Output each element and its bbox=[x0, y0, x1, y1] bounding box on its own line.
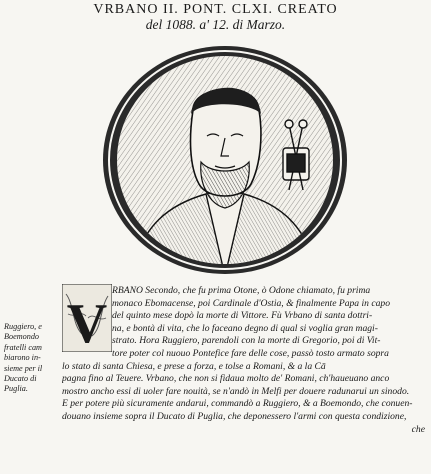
marginal-note bbox=[4, 322, 62, 395]
page-title: VRBANO II. PONT. CLXI. CREATO bbox=[93, 2, 338, 17]
marginal-note-line: Boemondo bbox=[4, 332, 40, 342]
marginal-note-line: fratelli cam bbox=[4, 342, 42, 352]
text-line: strato. Hora Ruggiero, parendoli con la morte di Gregorio, poi di Vit- bbox=[112, 335, 381, 347]
text-line: lo stato di santa Chiesa, e prese a forza, e tolse a Romani, & a la Cā bbox=[62, 360, 326, 372]
marginal-note-line: Ducato di bbox=[4, 374, 37, 384]
drop-cap bbox=[62, 284, 112, 352]
text-line: monaco Ebomacense, poi Cardinale d'Ostia, & finalmente Papa in capo bbox=[112, 297, 391, 309]
page-subtitle: del 1088. a' 12. di Marzo. bbox=[145, 17, 286, 32]
marginal-note-line: biarono in- bbox=[4, 353, 41, 363]
marginal-note-line: Puglia. bbox=[4, 384, 28, 394]
text-line: mostro ancho essi di uoler fare nouità, se n'andò in Melfi per douere radunarui un sinodo. bbox=[62, 385, 410, 397]
text-line: douano insieme sopra il Ducato di Puglia, che deponessero l'armi con questa condizione, bbox=[62, 410, 407, 422]
marginal-note-line: Ruggiero, e bbox=[4, 322, 42, 331]
text-line: E per potere più sicuramente andarui, commandò a Ruggiero, & a Boemondo, che conuen- bbox=[62, 398, 413, 410]
text-line: tore poter col nuouo Pontefice fare delle cose, passò tosto armato sopra bbox=[112, 347, 389, 359]
text-line: del quinto mese dopò la morte di Vittore. Fù Vrbano di santa dottri- bbox=[112, 310, 373, 322]
body-text bbox=[62, 285, 425, 436]
text-line: pagna fino al Teuere. Vrbano, che non si fidaua molto de' Romani, ch'haueuano anco bbox=[62, 373, 390, 385]
text-line: che bbox=[411, 423, 425, 435]
portrait-medallion bbox=[101, 44, 349, 276]
text-line: RBANO Secondo, che fu prima Otone, ò Odone chiamato, fu prima bbox=[112, 285, 371, 296]
drop-cap-letter: V bbox=[66, 293, 108, 352]
marginal-note-line: sieme per il bbox=[4, 363, 43, 373]
text-line: na, e bontà di vita, che lo faceano degno di qual si voglia gran magi- bbox=[112, 322, 378, 334]
